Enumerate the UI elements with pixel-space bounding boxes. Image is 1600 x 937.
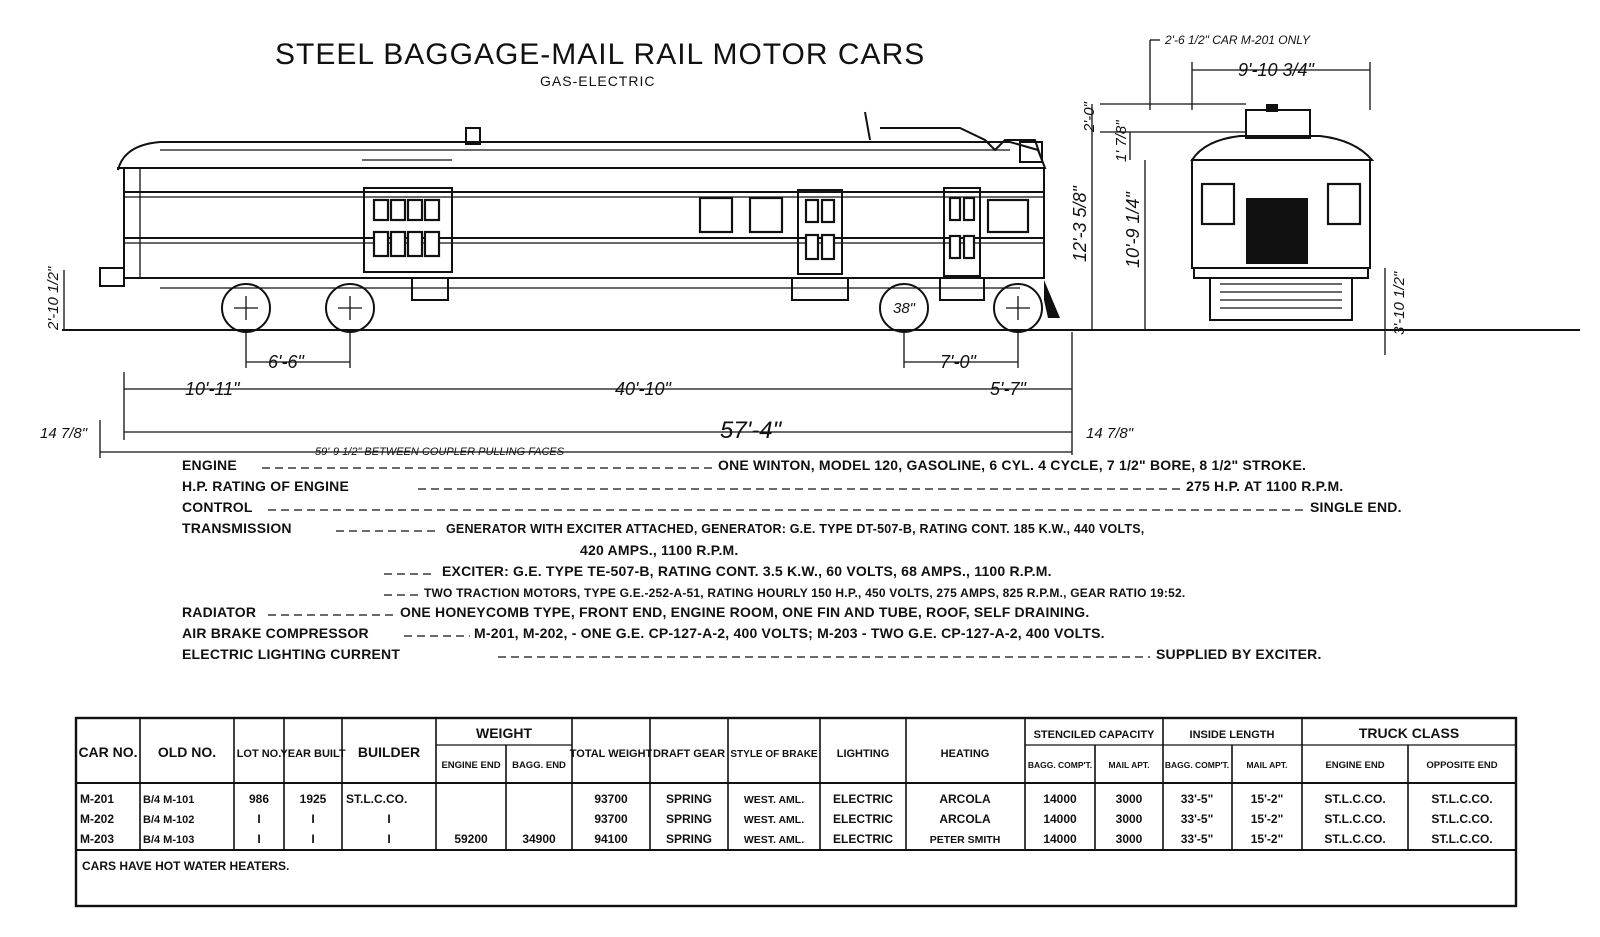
cell-builder: I (387, 812, 391, 826)
cell-len-mail: 15'-2" (1250, 812, 1284, 826)
radiator-roof (865, 112, 1040, 155)
cell-brake: WEST. AML. (743, 834, 805, 846)
specifications (182, 457, 1402, 662)
cell-old: B/4 M-103 (143, 834, 195, 846)
col-heating: HEATING (940, 748, 990, 760)
end-grille (1246, 198, 1308, 264)
dim-rear-overhang: 5'-7" (990, 379, 1026, 399)
cell-heating: ARCOLA (939, 812, 991, 826)
cell-total: 94100 (594, 832, 628, 846)
cell-truck-engine: ST.L.C.CO. (1324, 792, 1386, 806)
col-truck-opposite-end: OPPOSITE END (1426, 760, 1498, 771)
end-radiator (1246, 110, 1310, 138)
car-data-table (76, 718, 1516, 906)
mail-door (798, 190, 842, 274)
col-year-built: YEAR BUILT (280, 748, 346, 760)
dim-coupler-right: 14 7/8" (1086, 425, 1134, 442)
table-header (78, 725, 1497, 771)
dim-floor-height: 3'-10 1/2" (1391, 271, 1408, 335)
spec-value: 420 AMPS., 1100 R.P.M. (580, 542, 739, 558)
dim-truck-centers: 40'-10" (615, 379, 671, 399)
side-dimensions (40, 266, 1134, 458)
cell-len-mail: 15'-2" (1250, 792, 1284, 806)
cell-truck-engine: ST.L.C.CO. (1324, 812, 1386, 826)
col-bagg-end: BAGG. END (512, 760, 566, 771)
cell-bagg-end: 34900 (522, 832, 556, 846)
cell-truck-opposite: ST.L.C.CO. (1431, 792, 1493, 806)
col-car-no: CAR NO. (78, 744, 138, 760)
cell-len-bagg: 33'-5" (1180, 812, 1214, 826)
col-weight: WEIGHT (476, 725, 532, 741)
col-truck-class: TRUCK CLASS (1358, 725, 1460, 741)
end-elevation (1070, 33, 1408, 355)
cell-engine-end: 59200 (454, 832, 488, 846)
car-body (124, 168, 1044, 278)
cell-cap-mail: 3000 (1115, 812, 1143, 826)
cell-heating: ARCOLA (939, 792, 991, 806)
cell-lighting: ELECTRIC (833, 812, 893, 826)
cell-year: I (311, 812, 315, 826)
cell-draft: SPRING (665, 812, 713, 826)
spec-value: SUPPLIED BY EXCITER. (1156, 646, 1322, 662)
cell-lot: 986 (248, 792, 270, 806)
cell-cap-bagg: 14000 (1043, 832, 1077, 846)
col-inside-length: INSIDE LENGTH (1189, 729, 1275, 741)
col-engine-end: ENGINE END (441, 760, 501, 771)
spec-value: 275 H.P. AT 1100 R.P.M. (1186, 478, 1344, 494)
cell-cap-bagg: 14000 (1043, 792, 1077, 806)
table-row (80, 832, 1493, 846)
cab-window (988, 200, 1028, 232)
cell-year: 1925 (299, 792, 327, 806)
spec-value: EXCITER: G.E. TYPE TE-507-B, RATING CONT. 3.5 K.W., 60 VOLTS, 68 AMPS., 1100 R.P.M. (442, 563, 1052, 579)
roof (118, 142, 1045, 170)
spec-label: AIR BRAKE COMPRESSOR (182, 625, 369, 641)
cell-car: M-201 (80, 792, 115, 806)
cell-lighting: ELECTRIC (833, 832, 893, 846)
spec-label: TRANSMISSION (182, 520, 292, 536)
cell-year: I (311, 832, 315, 846)
spec-label: ELECTRIC LIGHTING CURRENT (182, 646, 401, 662)
spec-value: ONE WINTON, MODEL 120, GASOLINE, 6 CYL. 4 CYCLE, 7 1/2" BORE, 8 1/2" STROKE. (718, 457, 1307, 473)
baggage-door-windows (374, 200, 439, 256)
dim-coupler-height: 2'-10 1/2" (45, 266, 62, 330)
cell-brake: WEST. AML. (743, 794, 805, 806)
dim-end-stack: 2'-0" (1081, 102, 1098, 132)
col-lot-no: LOT NO. (236, 748, 282, 760)
dim-end-roof: 1' 7/8" (1113, 120, 1130, 162)
cell-brake: WEST. AML. (743, 814, 805, 826)
dim-rear-wheelbase: 7'-0" (940, 352, 976, 372)
pilot (1044, 280, 1060, 318)
dim-end-width: 9'-10 3/4" (1238, 60, 1314, 80)
spec-value: M-201, M-202, - ONE G.E. CP-127-A-2, 400 VOLTS; M-203 - TWO G.E. CP-127-A-2, 400 VOLTS. (474, 625, 1105, 641)
end-roof (1192, 136, 1372, 160)
cell-len-bagg: 33'-5" (1180, 832, 1214, 846)
front-truck (222, 284, 374, 332)
col-draft-gear: DRAFT GEAR (652, 748, 726, 760)
dim-front-overhang: 10'-11" (185, 379, 240, 399)
coupler-left (100, 268, 124, 286)
col-lighting: LIGHTING (836, 748, 890, 760)
dim-end-note: 2'-6 1/2" CAR M-201 ONLY (1165, 33, 1310, 47)
col-len-mail: MAIL APT. (1246, 760, 1288, 770)
cell-draft: SPRING (665, 832, 713, 846)
col-truck-engine-end: ENGINE END (1325, 760, 1385, 771)
mail-window-2 (750, 198, 782, 232)
rear-truck (880, 284, 1042, 332)
table-note: CARS HAVE HOT WATER HEATERS. (82, 859, 290, 873)
cell-total: 93700 (594, 812, 628, 826)
spec-value: TWO TRACTION MOTORS, TYPE G.E.-252-A-51, RATING HOURLY 150 H.P., 450 VOLTS, 275 AMPS, 825 R.P.M., GEAR RATIO 19:52. (424, 586, 1186, 600)
side-elevation (40, 112, 1580, 458)
table-row (80, 792, 1493, 806)
dim-body-height: 10'-9 1/4" (1123, 192, 1143, 268)
cell-old: B/4 M-101 (143, 794, 195, 806)
col-style-of-brake: STYLE OF BRAKE (730, 749, 818, 760)
cell-lot: I (257, 812, 261, 826)
cell-truck-engine: ST.L.C.CO. (1324, 832, 1386, 846)
dim-coupler-faces: 59'-9 1/2" BETWEEN COUPLER PULLING FACES (315, 446, 565, 458)
cell-car: M-203 (80, 832, 115, 846)
cell-car: M-202 (80, 812, 115, 826)
cell-cap-mail: 3000 (1115, 792, 1143, 806)
cell-cap-mail: 3000 (1115, 832, 1143, 846)
dim-overall-height: 12'-3 5/8" (1070, 186, 1090, 262)
cell-len-bagg: 33'-5" (1180, 792, 1214, 806)
spec-value: GENERATOR WITH EXCITER ATTACHED, GENERATOR: G.E. TYPE DT-507-B, RATING CONT. 185 K.W., 440 VOLTS, (446, 522, 1145, 536)
cell-draft: SPRING (665, 792, 713, 806)
cell-truck-opposite: ST.L.C.CO. (1431, 832, 1493, 846)
table-row (80, 812, 1493, 826)
spec-label: RADIATOR (182, 604, 257, 620)
cell-len-mail: 15'-2" (1250, 832, 1284, 846)
drawing-subtitle: GAS-ELECTRIC (540, 73, 656, 89)
dim-body-length: 57'-4" (720, 417, 782, 444)
col-builder: BUILDER (357, 744, 421, 760)
spec-value: SINGLE END. (1310, 499, 1402, 515)
col-cap-bagg: BAGG. COMP'T. (1027, 760, 1093, 770)
col-old-no: OLD NO. (157, 744, 217, 760)
cell-heating: PETER SMITH (929, 834, 1001, 846)
mail-window-1 (700, 198, 732, 232)
cell-truck-opposite: ST.L.C.CO. (1431, 812, 1493, 826)
drawing-title: STEEL BAGGAGE-MAIL RAIL MOTOR CARS (275, 38, 926, 71)
wheel-diameter: 38" (893, 300, 916, 317)
dim-front-wheelbase: 6'-6" (268, 352, 304, 372)
spec-label: H.P. RATING OF ENGINE (182, 478, 350, 494)
col-stenciled-capacity: STENCILED CAPACITY (1033, 729, 1155, 741)
cell-cap-bagg: 14000 (1043, 812, 1077, 826)
spec-value: ONE HONEYCOMB TYPE, FRONT END, ENGINE ROOM, ONE FIN AND TUBE, ROOF, SELF DRAINING. (400, 604, 1090, 620)
cell-builder: ST.L.C.CO. (346, 792, 408, 806)
cell-lot: I (257, 832, 261, 846)
col-cap-mail: MAIL APT. (1108, 760, 1150, 770)
col-len-bagg: BAGG. COMP'T. (1164, 760, 1230, 770)
cell-old: B/4 M-102 (143, 814, 195, 826)
cell-total: 93700 (594, 792, 628, 806)
spec-label: CONTROL (182, 499, 253, 515)
dim-coupler-left: 14 7/8" (40, 425, 88, 442)
cell-builder: I (387, 832, 391, 846)
spec-label: ENGINE (182, 457, 237, 473)
cell-lighting: ELECTRIC (833, 792, 893, 806)
col-total-weight: TOTAL WEIGHT (569, 748, 653, 760)
